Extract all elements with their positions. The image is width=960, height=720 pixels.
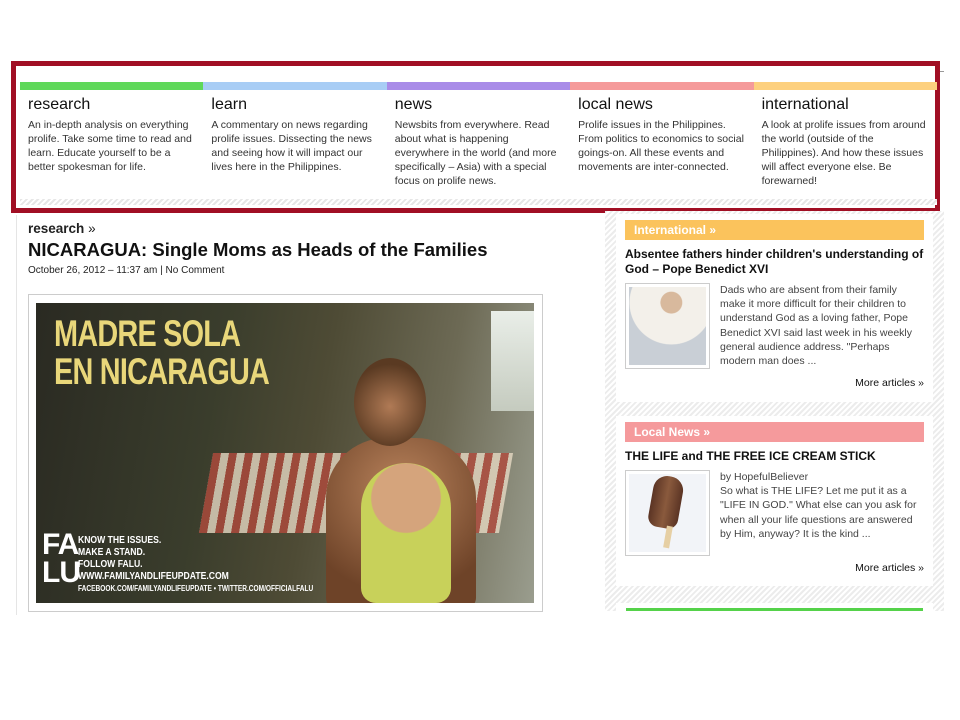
category-nav [20, 82, 937, 192]
falu-logo-line1: FA [42, 528, 79, 561]
local-news-byline: by HopefulBeliever [720, 471, 809, 483]
ice-cream-stick [663, 526, 673, 549]
tagline-line: KNOW THE ISSUES. [78, 534, 162, 546]
local-news-article-title[interactable]: THE LIFE and THE FREE ICE CREAM STICK [625, 449, 876, 463]
ice-cream-image [629, 474, 706, 552]
article-image-frame [28, 294, 543, 612]
international-more-link[interactable]: More articles » [855, 377, 924, 389]
falu-logo [42, 528, 80, 589]
article-date: October 26, 2012 – 11:37 am [28, 265, 158, 276]
main-article [16, 215, 597, 615]
hatched-divider [20, 199, 937, 205]
breadcrumb-link-research[interactable]: research [28, 221, 85, 236]
article-image[interactable] [36, 303, 534, 603]
breadcrumb [28, 221, 96, 236]
image-headline-line1: MADRE SOLA [54, 313, 241, 354]
article-title[interactable]: NICARAGUA: Single Moms as Heads of the Families [28, 239, 488, 260]
category-color-bar [203, 82, 386, 90]
category-local-news[interactable] [570, 82, 753, 192]
top-rule [940, 71, 944, 72]
breadcrumb-arrow: » [88, 221, 96, 236]
next-widget-stub [616, 603, 933, 611]
tagline-line: FOLLOW FALU. [78, 558, 143, 570]
sidebar [605, 211, 944, 611]
ice-cream-bar [647, 474, 686, 530]
pope-image [629, 287, 706, 365]
international-excerpt: Dads who are absent from their family make it more difficult for their children to understand God as a loving father, Pope Benedict XVI said last week in his weekly general audience address. "Perhaps modern man does ... [720, 284, 913, 368]
category-title[interactable]: news [394, 96, 433, 113]
comments-link[interactable]: No Comment [165, 265, 225, 276]
local-news-header[interactable]: Local News » [625, 422, 924, 442]
tagline-line: MAKE A STAND. [78, 546, 146, 558]
category-description: Prolife issues in the Philippines. From politics to economics to social goings-on. All these events and movements are inter-connected. [578, 119, 744, 173]
category-learn[interactable] [203, 82, 386, 192]
ice-cream-thumbnail[interactable] [625, 470, 710, 556]
tagline-url: WWW.FAMILYANDLIFEUPDATE.COM [78, 570, 229, 582]
category-title[interactable]: research [28, 96, 91, 113]
local-news-text [720, 470, 924, 541]
category-description: A look at prolife issues from around the world (outside of the Philippines). And how these issues will affect everyone else. Be forewarned! [761, 119, 926, 187]
image-baby [361, 463, 451, 603]
category-color-bar [570, 82, 753, 90]
image-headline-line2: EN NICARAGUA [54, 351, 270, 392]
category-news[interactable] [387, 82, 570, 192]
widget-color-bar [626, 608, 923, 611]
image-window [491, 311, 534, 411]
image-tagline [78, 534, 229, 582]
image-social-links: FACEBOOK.COM/FAMILYANDLIFEUPDATE • TWITTER.COM/OFFICIALFALU [78, 584, 314, 593]
category-title[interactable]: local news [578, 96, 653, 113]
image-mother-head [354, 358, 426, 446]
category-color-bar [387, 82, 570, 90]
international-article-body [625, 283, 924, 368]
falu-logo-line2: LU [42, 556, 80, 589]
category-description: Newsbits from everywhere. Read about what is happening everywhere in the world (and more specifically – Asia) with a special focus on prolife news. [394, 119, 557, 187]
local-news-excerpt: So what is THE LIFE? Let me put it as a "LIFE IN GOD." What else can you ask for when all your life questions are answered by Him, anyway? It is the kind ... [720, 485, 917, 540]
local-news-article-body [625, 470, 924, 541]
category-color-bar [754, 82, 937, 90]
international-widget [616, 214, 933, 402]
local-news-widget [616, 416, 933, 586]
image-headline [54, 315, 269, 391]
local-news-more-link[interactable]: More articles » [855, 562, 924, 574]
category-title[interactable]: learn [211, 96, 247, 113]
international-article-title[interactable]: Absentee fathers hinder children's understanding of God – Pope Benedict XVI [625, 247, 924, 276]
international-header[interactable]: International » [625, 220, 924, 240]
category-research[interactable] [20, 82, 203, 192]
category-description: A commentary on news regarding prolife issues. Dissecting the news and seeing how it will impact our lives here in the Philippines. [211, 119, 372, 173]
category-international[interactable] [754, 82, 937, 192]
pope-thumbnail[interactable] [625, 283, 710, 369]
category-description: An in-depth analysis on everything prolife. Take some time to read and learn. Educate yourself to be a better spokesman for life. [28, 119, 192, 173]
category-title[interactable]: international [761, 96, 849, 113]
category-color-bar [20, 82, 203, 90]
article-meta [28, 265, 224, 276]
meta-separator: | [160, 265, 163, 276]
